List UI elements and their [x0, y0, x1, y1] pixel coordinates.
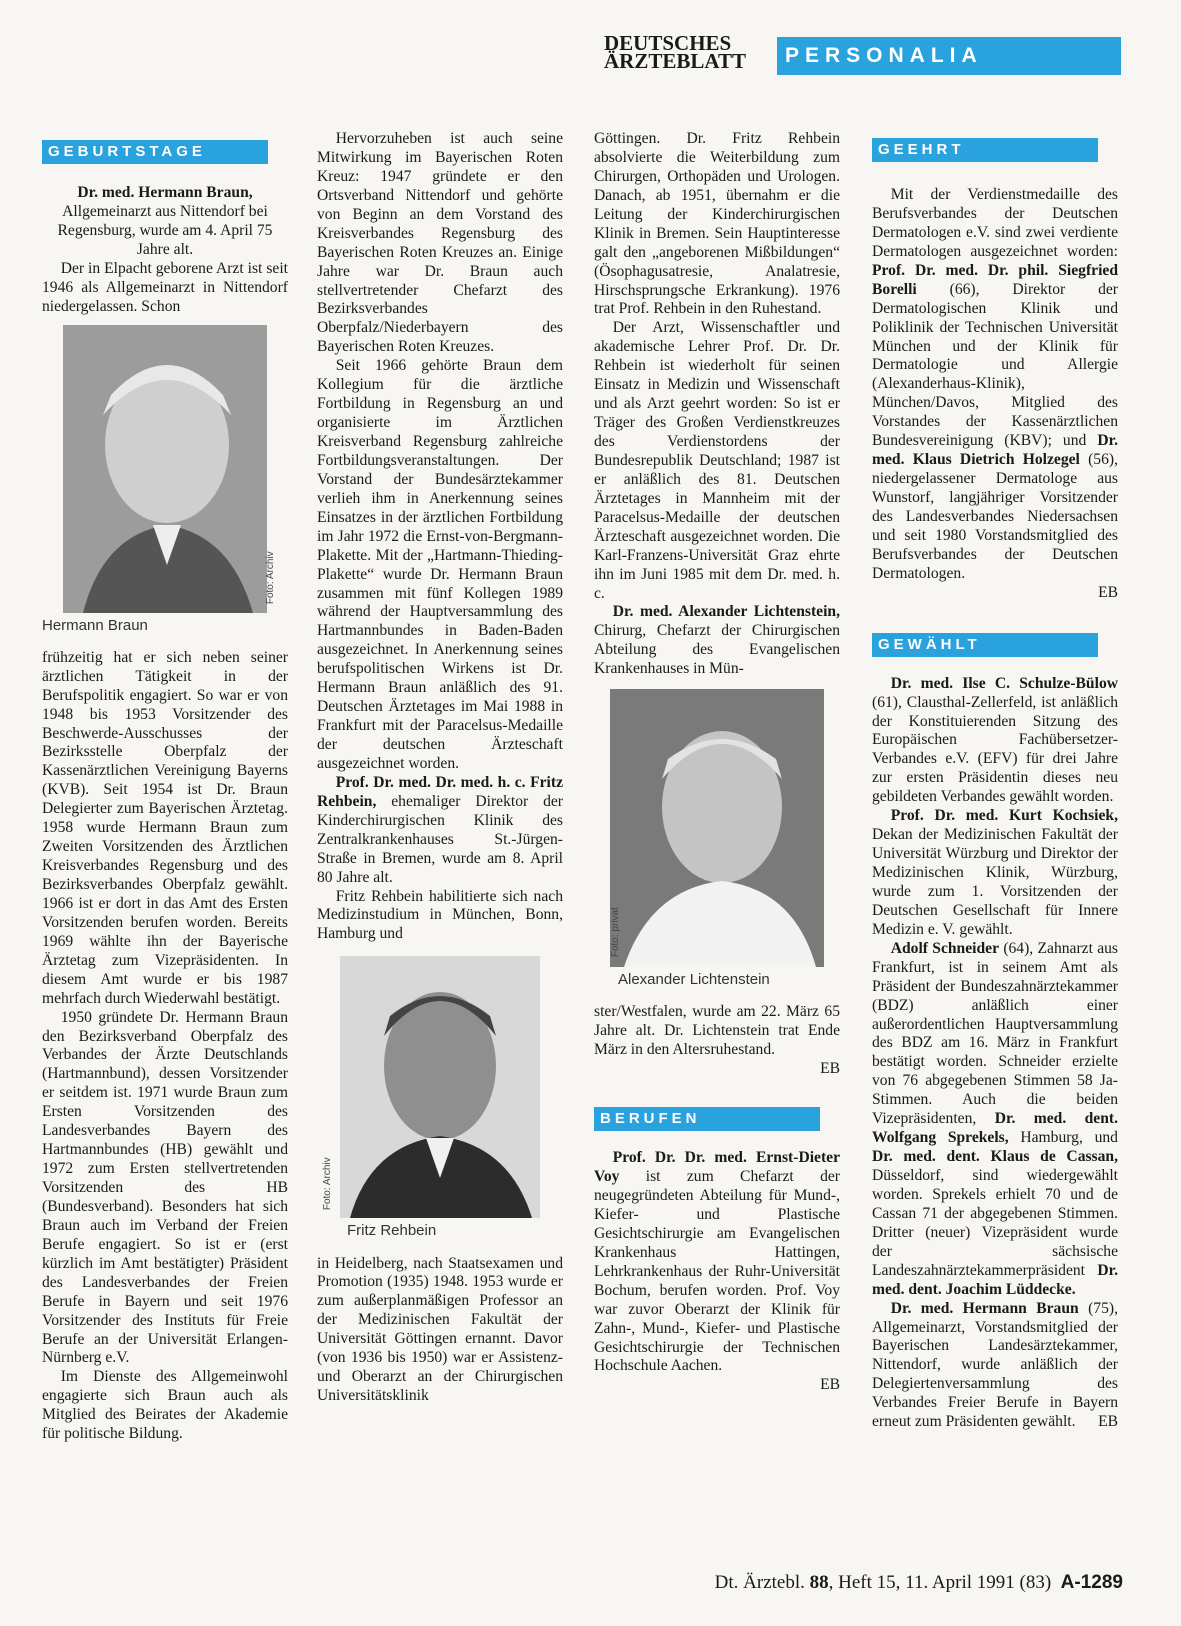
braun-intro [42, 178, 288, 260]
rehbein-photo-credit: Foto: Archiv [321, 1157, 333, 1211]
gewaehlt-entry3 [872, 940, 1118, 1300]
gewaehlt-text2: Dekan der Medizinischen Fakultät der Universität Würzburg und Direktor der Medizinischen Klinik, Würzburg, wurde zum 1. Vorsitzenden der Deutschen Gesellschaft für Innere Medizin e. V. gewählt. [872, 826, 1118, 938]
column-3 [594, 130, 840, 1516]
gewaehlt-entry7 [872, 1300, 1118, 1433]
rehbein-p2: Fritz Rehbein habilitierte sich nach Medizinstudium in München, Bonn, Hamburg und [317, 887, 563, 943]
braun-p4: 1950 gründete Dr. Hermann Braun den Bezirksverband Oberpfalz des Verbandes der Ärzte Deutschlands (Hartmannbund), dessen Vorsitzender er seitdem ist. 1971 wurde Braun zum Ersten Vorsitzenden des Landesverbandes Bayern des Hartmannbundes (HB) gewählt und 1972 zum Ersten stellvertretenden Vorsitzenden des HB (Bundesverband). Besonders hat sich Braun auch im Verband der Freien Berufe engagiert. So ist er (erst kürzlich im Amt bestätigter) Präsident des Landesverbandes der Freien Berufe in Bayern und seit 1976 Vorsitzender des Instituts für Freie Berufe an der Universität Erlangen-Nürnberg e.V. [42, 1008, 288, 1367]
gewaehlt-entry2 [872, 807, 1118, 940]
geehrt-entry [872, 176, 1118, 603]
rehbein-p3: in Heidelberg, nach Staatsexamen und Promotion (1935) 1948. 1953 wurde er zum außerplanmäßigen Professor an der Medizinischen Fakultät der Universität Göttingen ernannt. Davor (von 1936 bis 1950) war er Assistenz- und Oberarzt an der Chirurgischen Universitätsklinik [317, 1254, 563, 1405]
section-berufen: BERUFEN [594, 1107, 820, 1131]
voy-name: Prof. Dr. Dr. med. Ernst-Dieter Voy [594, 1149, 840, 1186]
geehrt-name2: Dr. med. Klaus Dietrich Holzegel [872, 432, 1118, 469]
lichtenstein-p1: Chirurg, Chefarzt der Chirurgischen Abteilung des Evangelischen Krankenhauses in Mün- [594, 622, 840, 678]
gewaehlt-name2: Prof. Dr. med. Kurt Kochsiek, [890, 807, 1118, 825]
rehbein-caption: Fritz Rehbein [347, 1222, 437, 1240]
braun-p3: frühzeitig hat er sich neben seiner ärztlichen Tätigkeit in der Berufspolitik engagiert. So war er von 1948 bis 1953 Vorsitzender des Beschwerde-Ausschusses der Bezirksstelle Oberpfalz der Kassenärztlichen Vereinigung Bayerns (KVB). Seit 1954 ist Dr. Braun Delegierter zum Bayerischen Ärztetag. 1958 wurde Hermann Braun zum Zweiten Vorsitzenden des Ärztlichen Kreisverbandes Regensburg und des Bezirksverbandes Oberpfalz gewählt. 1966 ist er dort in das Amt des Ersten Vorsitzenden berufen worden. Bereits 1969 wählte ihn der Bayerische Ärztetag zum Vizepräsidenten. In diesem Amt wurde er bis 1987 mehrfach durch Wiederwahl bestätigt. [42, 648, 288, 1007]
section-geehrt: GEEHRT [872, 138, 1098, 162]
braun-photo [63, 325, 276, 613]
masthead [604, 31, 764, 73]
rehbein-p4: Göttingen. Dr. Fritz Rehbein absolvierte die Weiterbildung zum Chirurgen, Orthopäden und Urologen. Danach, ab 1951, übernahm er die Leitung der Kinderchirurgischen Klinik in Bremen. Sein Hauptinteresse galt den „angeborenen Mißbildungen“ (Ösophagusatresie, Analatresie, Hirschsprungsche Erkrankung). 1976 trat Prof. Rehbein in den Ruhestand. [594, 130, 840, 318]
section-gewaehlt: GEWÄHLT [872, 633, 1098, 657]
braun-p6: Hervorzuheben ist auch seine Mitwirkung im Bayerischen Roten Kreuz: 1947 gründete er den Ortsverband Nittendorf und gehörte von Beginn an dem Vorstand des Kreisverbandes Regensburg des Bayerischen Roten Kreuzes an. Einige Jahre war Dr. Braun auch stellvertretender Chefarzt des Bezirksverbandes Oberpfalz/Niederbayern des Bayerischen Roten Kreuzes. [317, 130, 563, 356]
gewaehlt-text7: (75), Allgemeinarzt, Vorstandsmitglied der Bayerischen Landesärztekammer, Nittendorf, wurde anläßlich der Delegiertenversammlung des Verbandes Freier Berufe in Bayern erneut zum Präsidenten gewählt. [872, 1299, 1118, 1431]
lichtenstein-caption: Alexander Lichtenstein [618, 971, 770, 989]
rehbein-p1: ehemaliger Direktor der Kinderchirurgischen Klinik des Zentralkrankenhauses St.-Jürgen-Straße in Bremen, wurde am 8. April 80 Jahre alt. [317, 792, 563, 886]
voy-text: ist zum Chefarzt der neugegründeten Abteilung für Mund-, Kiefer- und Plastische Gesichtschirurgie am Evangelischen Krankenhaus Hattingen, Lehrkrankenhaus der Ruhr-Universität Bochum, berufen worden. Prof. Voy war zuvor Oberarzt der Klinik für Zahn-, Mund-, Kiefer- und Plastische Gesichtschirurgie der Technischen Hochschule Aachen. [594, 1168, 840, 1375]
geehrt-signature: EB [1098, 583, 1118, 601]
geehrt-text2: (56), niedergelassener Dermatologe aus Wunstorf, langjähriger Vorsitzender des Landesverbandes Niedersachsen und seit 1980 Vorstandsmitglied des Berufsverbandes der Deutschen Dermatologen. [872, 451, 1118, 582]
braun-p7: Seit 1966 gehörte Braun dem Kollegium für die ärztliche Fortbildung in Regensburg an und organisierte im Ärztlichen Kreisverband Regensburg zahlreiche Fortbildungsveranstaltungen. Der Vorstand der Bundesärztekammer verlieh ihm in Anerkennung seines Einsatzes in der ärztlichen Fortbildung im Jahr 1972 die Ernst-von-Bergmann-Plakette. Mit der „Hartmann-Thieding-Plakette“ wurde Dr. Hermann Braun zusammen mit fünf Kollegen 1989 während der Hauptversammlung des Hartmannbundes in Baden-Baden ausgezeichnet. In Anerkennung seines berufspolitischen Wirkens ist Dr. Hermann Braun anläßlich des 91. Deutschen Ärztetages im Mai 1988 in Frankfurt mit der Paracelsus-Medaille der deutschen Ärzteschaft ausgezeichnet worden. [317, 357, 563, 772]
page-footer [715, 1572, 1123, 1594]
geehrt-intro: Mit der Verdienstmedaille des Berufsverbandes der Deutschen Dermatologen e.V. sind zwei verdiente Dermatologen ausgezeichnet worden: [872, 186, 1118, 260]
section-geburtstage: GEBURTSTAGE [42, 140, 268, 164]
footer-page-number: A-1289 [1060, 1572, 1123, 1593]
column-4 [872, 130, 1118, 1516]
gewaehlt-name1: Dr. med. Ilse C. Schulze-Bülow [890, 674, 1118, 692]
portrait-image [63, 325, 267, 613]
column-1 [42, 130, 288, 1516]
geehrt-text1: (66), Direktor der Dermatologischen Klinik und Poliklinik der Technischen Universität München und der Klinik für Dermatologie und Allergie (Alexanderhaus-Klinik), München/Davos, Mitglied des Vorstandes der Kassenärztlichen Bundesvereinigung (KBV); und [872, 280, 1118, 450]
braun-p1: Allgemeinarzt aus Nittendorf bei Regensburg, wurde am 4. April 75 Jahre alt. [57, 202, 273, 258]
lichtenstein-photo-credit: Foto: privat [609, 907, 621, 958]
rehbein-intro [317, 774, 563, 888]
rehbein-p5: Der Arzt, Wissenschaftler und akademische Lehrer Prof. Dr. Dr. Rehbein ist wiederholt für seinen Einsatz in Medizin und Wissenschaft und als Arzt geehrt worden: So ist er Träger des Großen Verdienstkreuzes des Verdienstordens der Bundesrepublik Deutschland; 1987 ist er anläßlich des 81. Deutschen Ärztetages in Mannheim mit der Paracelsus-Medaille der deutschen Ärzteschaft ausgezeichnet worden. Die Karl-Franzens-Universität Graz ehrte ihn im Juni 1985 mit dem Dr. med. h. c. [594, 319, 840, 602]
gewaehlt-entry1 [872, 671, 1118, 808]
braun-p2: Der in Elpacht geborene Arzt ist seit 1946 als Allgemeinarzt in Nittendorf niedergelassen. Schon [42, 259, 288, 315]
gewaehlt-name5: Dr. med. dent. Klaus de Cassan, [872, 1148, 1118, 1166]
rehbein-name: Prof. Dr. med. Dr. med. h. c. Fritz Rehbein, [317, 773, 563, 810]
gewaehlt-name4: Dr. med. dent. Wolfgang Sprekels, [872, 1110, 1118, 1147]
lichtenstein-name: Dr. med. Alexander Lichtenstein, [612, 603, 840, 621]
gewaehlt-text1: (61), Clausthal-Zellerfeld, ist anläßlich der Konstituierenden Sitzung des Europäischen Fachübersetzer-Verbandes e.V. (EFV) für drei Jahre zur ersten Präsidentin dieses neu gebildeten Verbandes gewählt worden. [872, 693, 1118, 806]
gewaehlt-name6: Dr. med. dent. Joachim Lüddecke. [872, 1261, 1118, 1298]
lichtenstein-intro [594, 603, 840, 679]
braun-caption: Hermann Braun [42, 616, 148, 634]
gewaehlt-name7: Dr. med. Hermann Braun [890, 1299, 1079, 1317]
portrait-image [610, 689, 824, 967]
braun-p5: Im Dienste des Allgemeinwohl engagierte sich Braun auch als Mitglied des Beirates der Akademie für politische Bildung. [42, 1368, 288, 1443]
lichtenstein-p2: ster/Westfalen, wurde am 22. März 65 Jahre alt. Dr. Lichtenstein trat Ende März in den Altersruhestand. EB [594, 1003, 840, 1078]
voy-signature: EB [820, 1376, 840, 1394]
gewaehlt-signature: EB [1098, 1413, 1118, 1431]
portrait-image [340, 956, 540, 1218]
gewaehlt-text3: (64), Zahnarzt aus Frankfurt, ist in seinem Amt als Präsident der Bundeszahnärztekammer (BDZ) anläßlich einer außerordentlichen Hauptversammlung des BDZ am 16. März in Frankfurt bestätigt worden. Schneider erzielte von 76 abgegebenen Stimmen 58 Ja-Stimmen. Auch die beiden Vizepräsidenten, [872, 939, 1118, 1128]
gewaehlt-text4: Hamburg, und [1020, 1129, 1118, 1147]
geehrt-name1: Prof. Dr. med. Dr. phil. Siegfried Borelli [872, 261, 1118, 298]
footer-volume: 88 [809, 1572, 829, 1593]
masthead-line1: DEUTSCHES [604, 31, 732, 55]
rehbein-photo [321, 956, 540, 1218]
column-2 [317, 130, 563, 1516]
footer-journal: Dt. Ärztebl. [714, 1572, 805, 1593]
voy-entry [594, 1145, 840, 1395]
footer-issue: , Heft 15, 11. April 1991 (83) [828, 1572, 1052, 1593]
gewaehlt-name3: Adolf Schneider [890, 939, 999, 957]
section-banner: PERSONALIA [777, 37, 1121, 75]
masthead-line2: ÄRZTEBLATT [604, 49, 746, 73]
lichtenstein-photo [610, 689, 824, 967]
braun-name: Dr. med. Hermann Braun, [77, 184, 253, 201]
lichtenstein-signature: EB [820, 1060, 840, 1078]
braun-photo-credit: Foto: Archiv [264, 551, 276, 605]
gewaehlt-text5: Düsseldorf, sind wiedergewählt worden. Sprekels erhielt 70 und de Cassan 71 der abgegebenen Stimmen. Dritter (neuer) Vizepräsident wurde der sächsische Landeszahnärztekammerpräsident [872, 1167, 1118, 1279]
